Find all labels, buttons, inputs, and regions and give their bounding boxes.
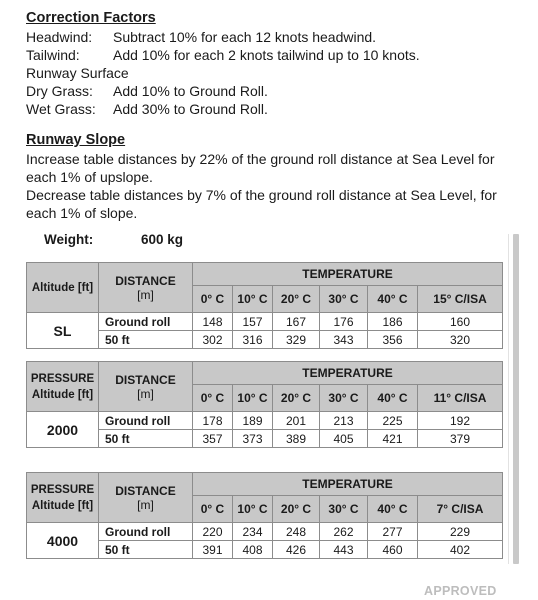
weight-value: 600 kg	[141, 232, 184, 247]
row-label: 50 ft	[99, 430, 193, 448]
table-cell: 167	[273, 313, 320, 331]
temp-col-header: 20° C	[273, 496, 320, 523]
distance-header-text: DISTANCE	[115, 372, 176, 387]
temperature-header: TEMPERATURE	[193, 263, 503, 286]
distance-header-text: DISTANCE	[115, 483, 176, 498]
table-cell: 220	[193, 523, 233, 541]
table-cell: 316	[233, 331, 273, 349]
table-cell: 160	[418, 313, 503, 331]
altitude-header-text: Altitude [ft]	[31, 388, 94, 401]
table-cell: 356	[368, 331, 418, 349]
distance-header	[99, 473, 193, 523]
table-row	[27, 541, 503, 559]
correction-text: Add 10% to Ground Roll.	[113, 83, 268, 99]
row-label: Ground roll	[99, 523, 193, 541]
performance-table-2000	[26, 361, 503, 448]
table-cell: 176	[320, 313, 368, 331]
table-cell: 192	[418, 412, 503, 430]
table-row	[27, 313, 503, 331]
temp-col-header: 0° C	[193, 385, 233, 412]
temp-col-header: 20° C	[273, 286, 320, 313]
correction-factors-heading: Correction Factors	[26, 10, 156, 26]
temp-col-header: 10° C	[233, 286, 273, 313]
table-cell: 329	[273, 331, 320, 349]
table-cell: 379	[418, 430, 503, 448]
table-cell: 148	[193, 313, 233, 331]
temp-col-header: 30° C	[320, 286, 368, 313]
correction-label: Runway Surface	[26, 65, 129, 81]
table-cell: 201	[273, 412, 320, 430]
table-cell: 186	[368, 313, 418, 331]
table-row	[27, 523, 503, 541]
table-row	[27, 430, 503, 448]
altitude-header	[27, 362, 99, 412]
correction-text: Subtract 10% for each 12 knots headwind.	[113, 29, 377, 45]
altitude-header-text: PRESSURE	[30, 372, 95, 385]
table-cell: 460	[368, 541, 418, 559]
row-label: Ground roll	[99, 313, 193, 331]
table-cell: 320	[418, 331, 503, 349]
temp-col-header: 10° C	[233, 496, 273, 523]
table-cell: 234	[233, 523, 273, 541]
table-cell: 248	[273, 523, 320, 541]
row-label: 50 ft	[99, 541, 193, 559]
distance-header	[99, 362, 193, 412]
distance-unit-text: [m]	[137, 386, 154, 401]
temperature-header: TEMPERATURE	[193, 473, 503, 496]
table-cell: 213	[320, 412, 368, 430]
altitude-header	[27, 473, 99, 523]
slope-text-line: Decrease table distances by 7% of the ground roll distance at Sea Level, for	[26, 187, 497, 203]
table-cell: 389	[273, 430, 320, 448]
altitude-value: 2000	[27, 412, 99, 448]
row-label: 50 ft	[99, 331, 193, 349]
temperature-header: TEMPERATURE	[193, 362, 503, 385]
altitude-value: 4000	[27, 523, 99, 559]
table-cell: 373	[233, 430, 273, 448]
temp-col-header: 11° C/ISA	[418, 385, 503, 412]
table-cell: 402	[418, 541, 503, 559]
table-cell: 178	[193, 412, 233, 430]
temp-col-header: 0° C	[193, 286, 233, 313]
slope-text-line: each 1% of upslope.	[26, 169, 153, 185]
scroll-track	[508, 234, 509, 564]
table-cell: 277	[368, 523, 418, 541]
distance-header	[99, 263, 193, 313]
table-row	[27, 331, 503, 349]
distance-unit-text: [m]	[137, 497, 154, 512]
temp-col-header: 7° C/ISA	[418, 496, 503, 523]
table-cell: 421	[368, 430, 418, 448]
correction-text: Add 30% to Ground Roll.	[113, 101, 268, 117]
table-cell: 189	[233, 412, 273, 430]
distance-unit-text: [m]	[137, 287, 154, 302]
table-cell: 229	[418, 523, 503, 541]
table-row	[27, 412, 503, 430]
temp-col-header: 40° C	[368, 496, 418, 523]
table-cell: 357	[193, 430, 233, 448]
altitude-header-text: Altitude [ft]	[31, 499, 94, 512]
table-cell: 343	[320, 331, 368, 349]
performance-table-sl	[26, 262, 503, 349]
temp-col-header: 30° C	[320, 496, 368, 523]
correction-text: Add 10% for each 2 knots tailwind up to 10 knots.	[113, 47, 420, 63]
performance-table-4000	[26, 472, 503, 559]
altitude-header	[27, 263, 99, 313]
temp-col-header: 20° C	[273, 385, 320, 412]
table-cell: 443	[320, 541, 368, 559]
temp-col-header: 0° C	[193, 496, 233, 523]
temp-col-header: 40° C	[368, 385, 418, 412]
altitude-header-text: PRESSURE	[30, 483, 95, 496]
table-cell: 262	[320, 523, 368, 541]
correction-label: Wet Grass:	[26, 101, 96, 117]
correction-label: Headwind:	[26, 29, 93, 45]
slope-text-line: Increase table distances by 22% of the ground roll distance at Sea Level for	[26, 151, 495, 167]
table-cell: 391	[193, 541, 233, 559]
distance-header-text: DISTANCE	[115, 273, 176, 288]
row-label: Ground roll	[99, 412, 193, 430]
correction-label: Dry Grass:	[26, 83, 93, 99]
slope-text-line: each 1% of slope.	[26, 205, 138, 221]
runway-slope-heading: Runway Slope	[26, 132, 126, 148]
table-cell: 302	[193, 331, 233, 349]
temp-col-header: 10° C	[233, 385, 273, 412]
correction-label: Tailwind:	[26, 47, 80, 63]
temp-col-header: 15° C/ISA	[418, 286, 503, 313]
scrollbar[interactable]	[513, 234, 519, 564]
temp-col-header: 40° C	[368, 286, 418, 313]
altitude-value: SL	[27, 313, 99, 349]
weight-label: Weight:	[44, 232, 94, 247]
table-cell: 157	[233, 313, 273, 331]
table-cell: 405	[320, 430, 368, 448]
temp-col-header: 30° C	[320, 385, 368, 412]
table-cell: 426	[273, 541, 320, 559]
table-cell: 408	[233, 541, 273, 559]
altitude-header-text: Altitude [ft]	[31, 281, 94, 294]
table-cell: 225	[368, 412, 418, 430]
approved-stamp: APPROVED	[424, 584, 497, 598]
